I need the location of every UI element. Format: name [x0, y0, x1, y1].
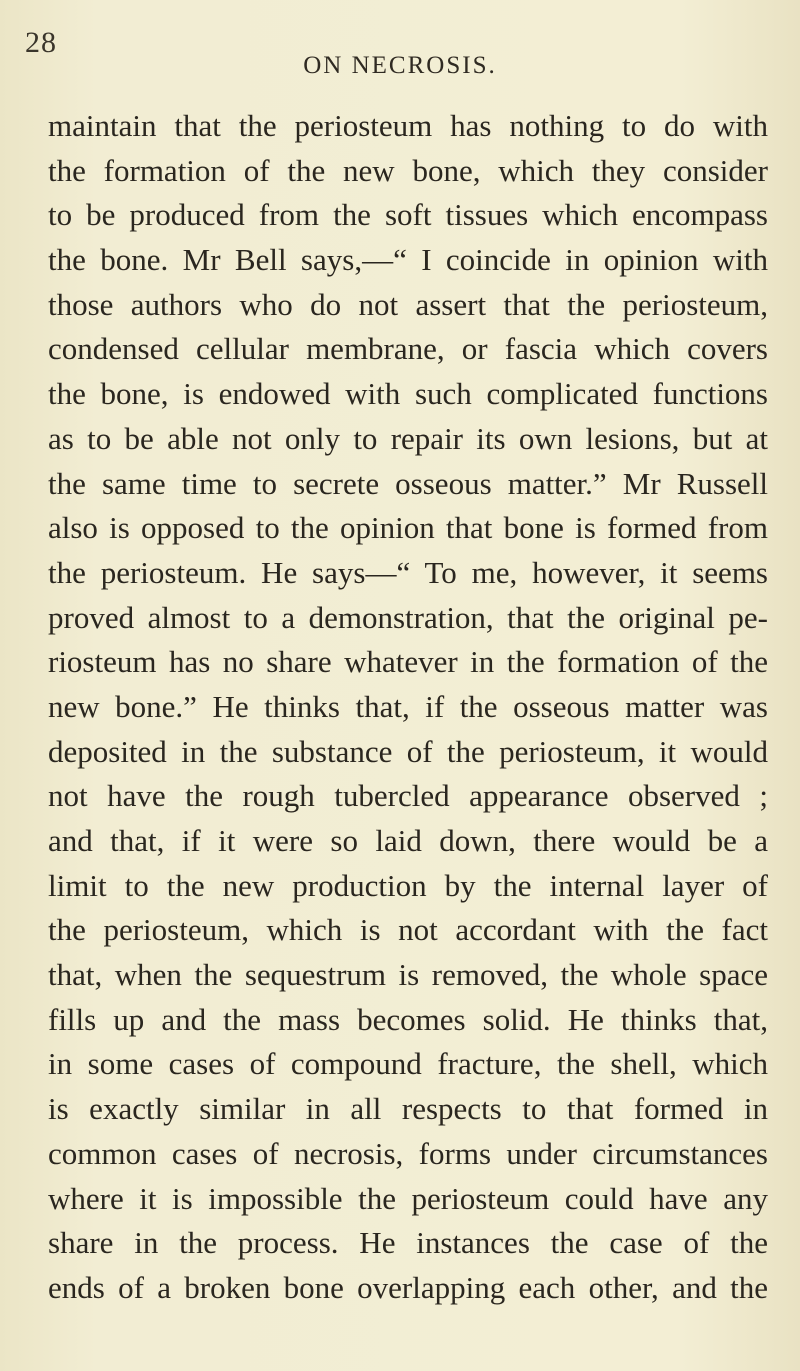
text-line: the same time to secrete osseous matter.” Mr Russell	[48, 465, 768, 501]
text-line: that, when the sequestrum is removed, the whole space	[48, 957, 768, 993]
text-line: limit to the new production by the internal layer of	[48, 867, 768, 903]
text-line: is exactly similar in all respects to that formed in	[48, 1091, 768, 1127]
text-line: also is opposed to the opinion that bone is formed from	[48, 510, 768, 546]
text-line: the periosteum, which is not accordant with the fact	[48, 912, 768, 948]
text-line: the bone, is endowed with such complicated functions	[48, 376, 768, 412]
text-line: new bone.” He thinks that, if the osseous matter was	[48, 688, 768, 724]
body-text	[48, 104, 768, 1311]
text-line: fills up and the mass becomes solid. He thinks that,	[48, 1001, 768, 1037]
text-line: proved almost to a demonstration, that the original pe-	[48, 599, 768, 635]
text-line: common cases of necrosis, forms under circumstances	[48, 1135, 768, 1171]
text-line: to be produced from the soft tissues which encompass	[48, 197, 768, 233]
text-line: in some cases of compound fracture, the shell, which	[48, 1046, 768, 1082]
text-line: as to be able not only to repair its own lesions, but at	[48, 420, 768, 456]
text-line: not have the rough tubercled appearance observed ;	[48, 778, 768, 814]
text-line: the periosteum. He says—“ To me, however, it seems	[48, 554, 768, 590]
text-line: deposited in the substance of the periosteum, it would	[48, 733, 768, 769]
text-line: riosteum has no share whatever in the formation of the	[48, 644, 768, 680]
page-number: 28	[25, 26, 57, 59]
text-line: share in the process. He instances the case of the	[48, 1225, 768, 1261]
text-line: those authors who do not assert that the periosteum,	[48, 286, 768, 322]
text-line: the bone. Mr Bell says,—“ I coincide in opinion with	[48, 242, 768, 278]
text-line: the formation of the new bone, which they consider	[48, 152, 768, 188]
text-line: ends of a broken bone overlapping each other, and the	[48, 1269, 768, 1305]
text-line: condensed cellular membrane, or fascia which covers	[48, 331, 768, 367]
running-head: ON NECROSIS.	[303, 52, 497, 79]
text-line: maintain that the periosteum has nothing to do with	[48, 108, 768, 143]
text-line: where it is impossible the periosteum could have any	[48, 1180, 768, 1216]
text-line: and that, if it were so laid down, there would be a	[48, 823, 768, 858]
